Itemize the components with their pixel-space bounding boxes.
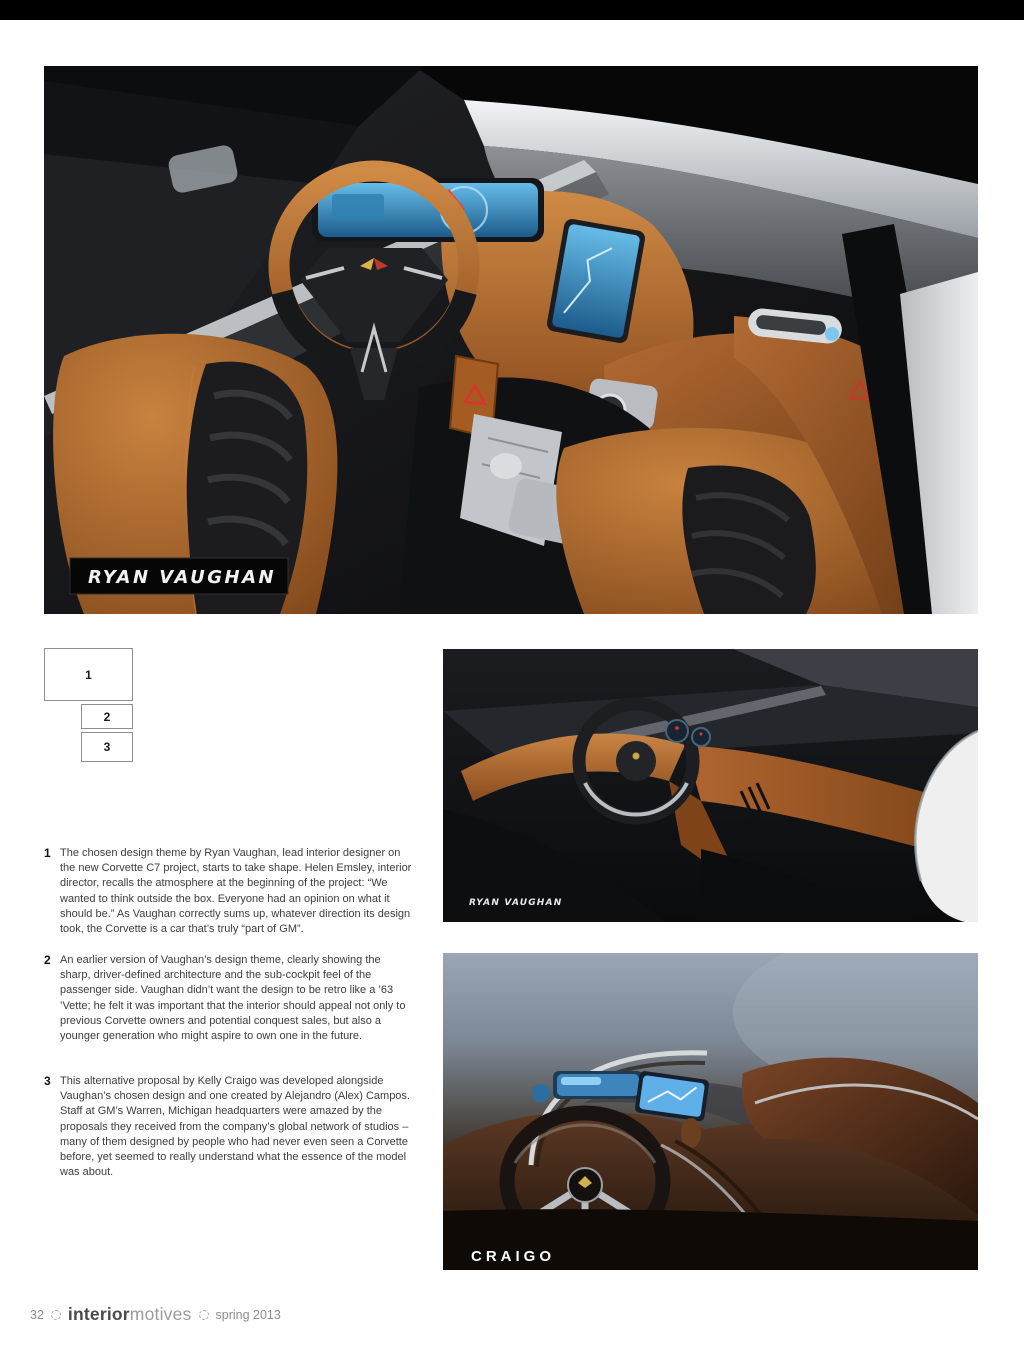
sketch-1-art (44, 66, 978, 614)
caption-1 (44, 846, 412, 937)
caption-2 (44, 953, 412, 1044)
caption-2-text: An earlier version of Vaughan’s design theme, clearly showing the sharp, driver-defined architecture and the sub-cockpit feel of the passenger side. Vaughan didn’t want the design to be retro like a ’63 ’Vette; he felt it was important that the interior should appeal not only to previous Corvette owners and potential conquest sales, but also a younger generation who might aspire to own one in the future. (60, 954, 406, 1043)
map-box-2 (81, 704, 133, 729)
caption-3-text: This alternative proposal by Kelly Craigo was developed alongside Vaughan’s chosen design and one created by Alejandro (Alex) Campos. Staff at GM’s Warren, Michigan headquarters were amazed by the proposals they received from the company’s global network of studios – many of them designed by people who had never even seen a Corvette before, yet seemed to really understand what the essence of the model was about. (60, 1075, 410, 1179)
magazine-logo-bold: interior (67, 1304, 130, 1324)
gear-shifter-knob (490, 453, 522, 479)
caption-3-number: 3 (44, 1074, 51, 1088)
map-box-1 (44, 648, 133, 701)
caption-1-number: 1 (44, 846, 51, 860)
dotted-circle-icon (199, 1310, 209, 1320)
figure-2-vaughan-earlier-sketch (443, 649, 978, 922)
sketch-3-art (443, 953, 978, 1270)
page-footer (30, 1306, 281, 1324)
issue-label: spring 2013 (215, 1307, 281, 1322)
magazine-logo (68, 1306, 192, 1324)
map-box-1-label: 1 (85, 667, 92, 682)
page-number: 32 (30, 1307, 44, 1322)
map-box-3-label: 3 (103, 740, 111, 754)
figure-1-vaughan-main-sketch (44, 66, 978, 614)
magazine-logo-light: motives (129, 1304, 192, 1324)
signature-text: RYAN VAUGHAN (469, 898, 563, 908)
caption-1-text: The chosen design theme by Ryan Vaughan, lead interior designer on the new Corvette C7 project, starts to take shape. Helen Emsley, interior director, recalls the atmosphere at the beginning of the project: “We wanted to think outside the box. Everyone had an opinion on what it should be.” As Vaughan correctly sums up, whatever direction its design took, the Corvette is a car that’s truly “part of GM”. (60, 847, 412, 936)
signature-text: CRAIGO (471, 1248, 555, 1265)
corvette-logo (633, 753, 640, 760)
map-box-3 (81, 732, 133, 762)
map-box-2-label: 2 (103, 709, 111, 724)
signature-text: RYAN VAUGHAN (88, 567, 277, 588)
caption-2-number: 2 (44, 953, 51, 967)
top-black-bar (0, 0, 1024, 20)
signature-plate (70, 558, 288, 594)
figure-3-craigo-sketch (443, 953, 978, 1270)
dotted-circle-icon (51, 1310, 61, 1320)
sketch-2-art (443, 649, 978, 922)
caption-3 (44, 1074, 412, 1180)
